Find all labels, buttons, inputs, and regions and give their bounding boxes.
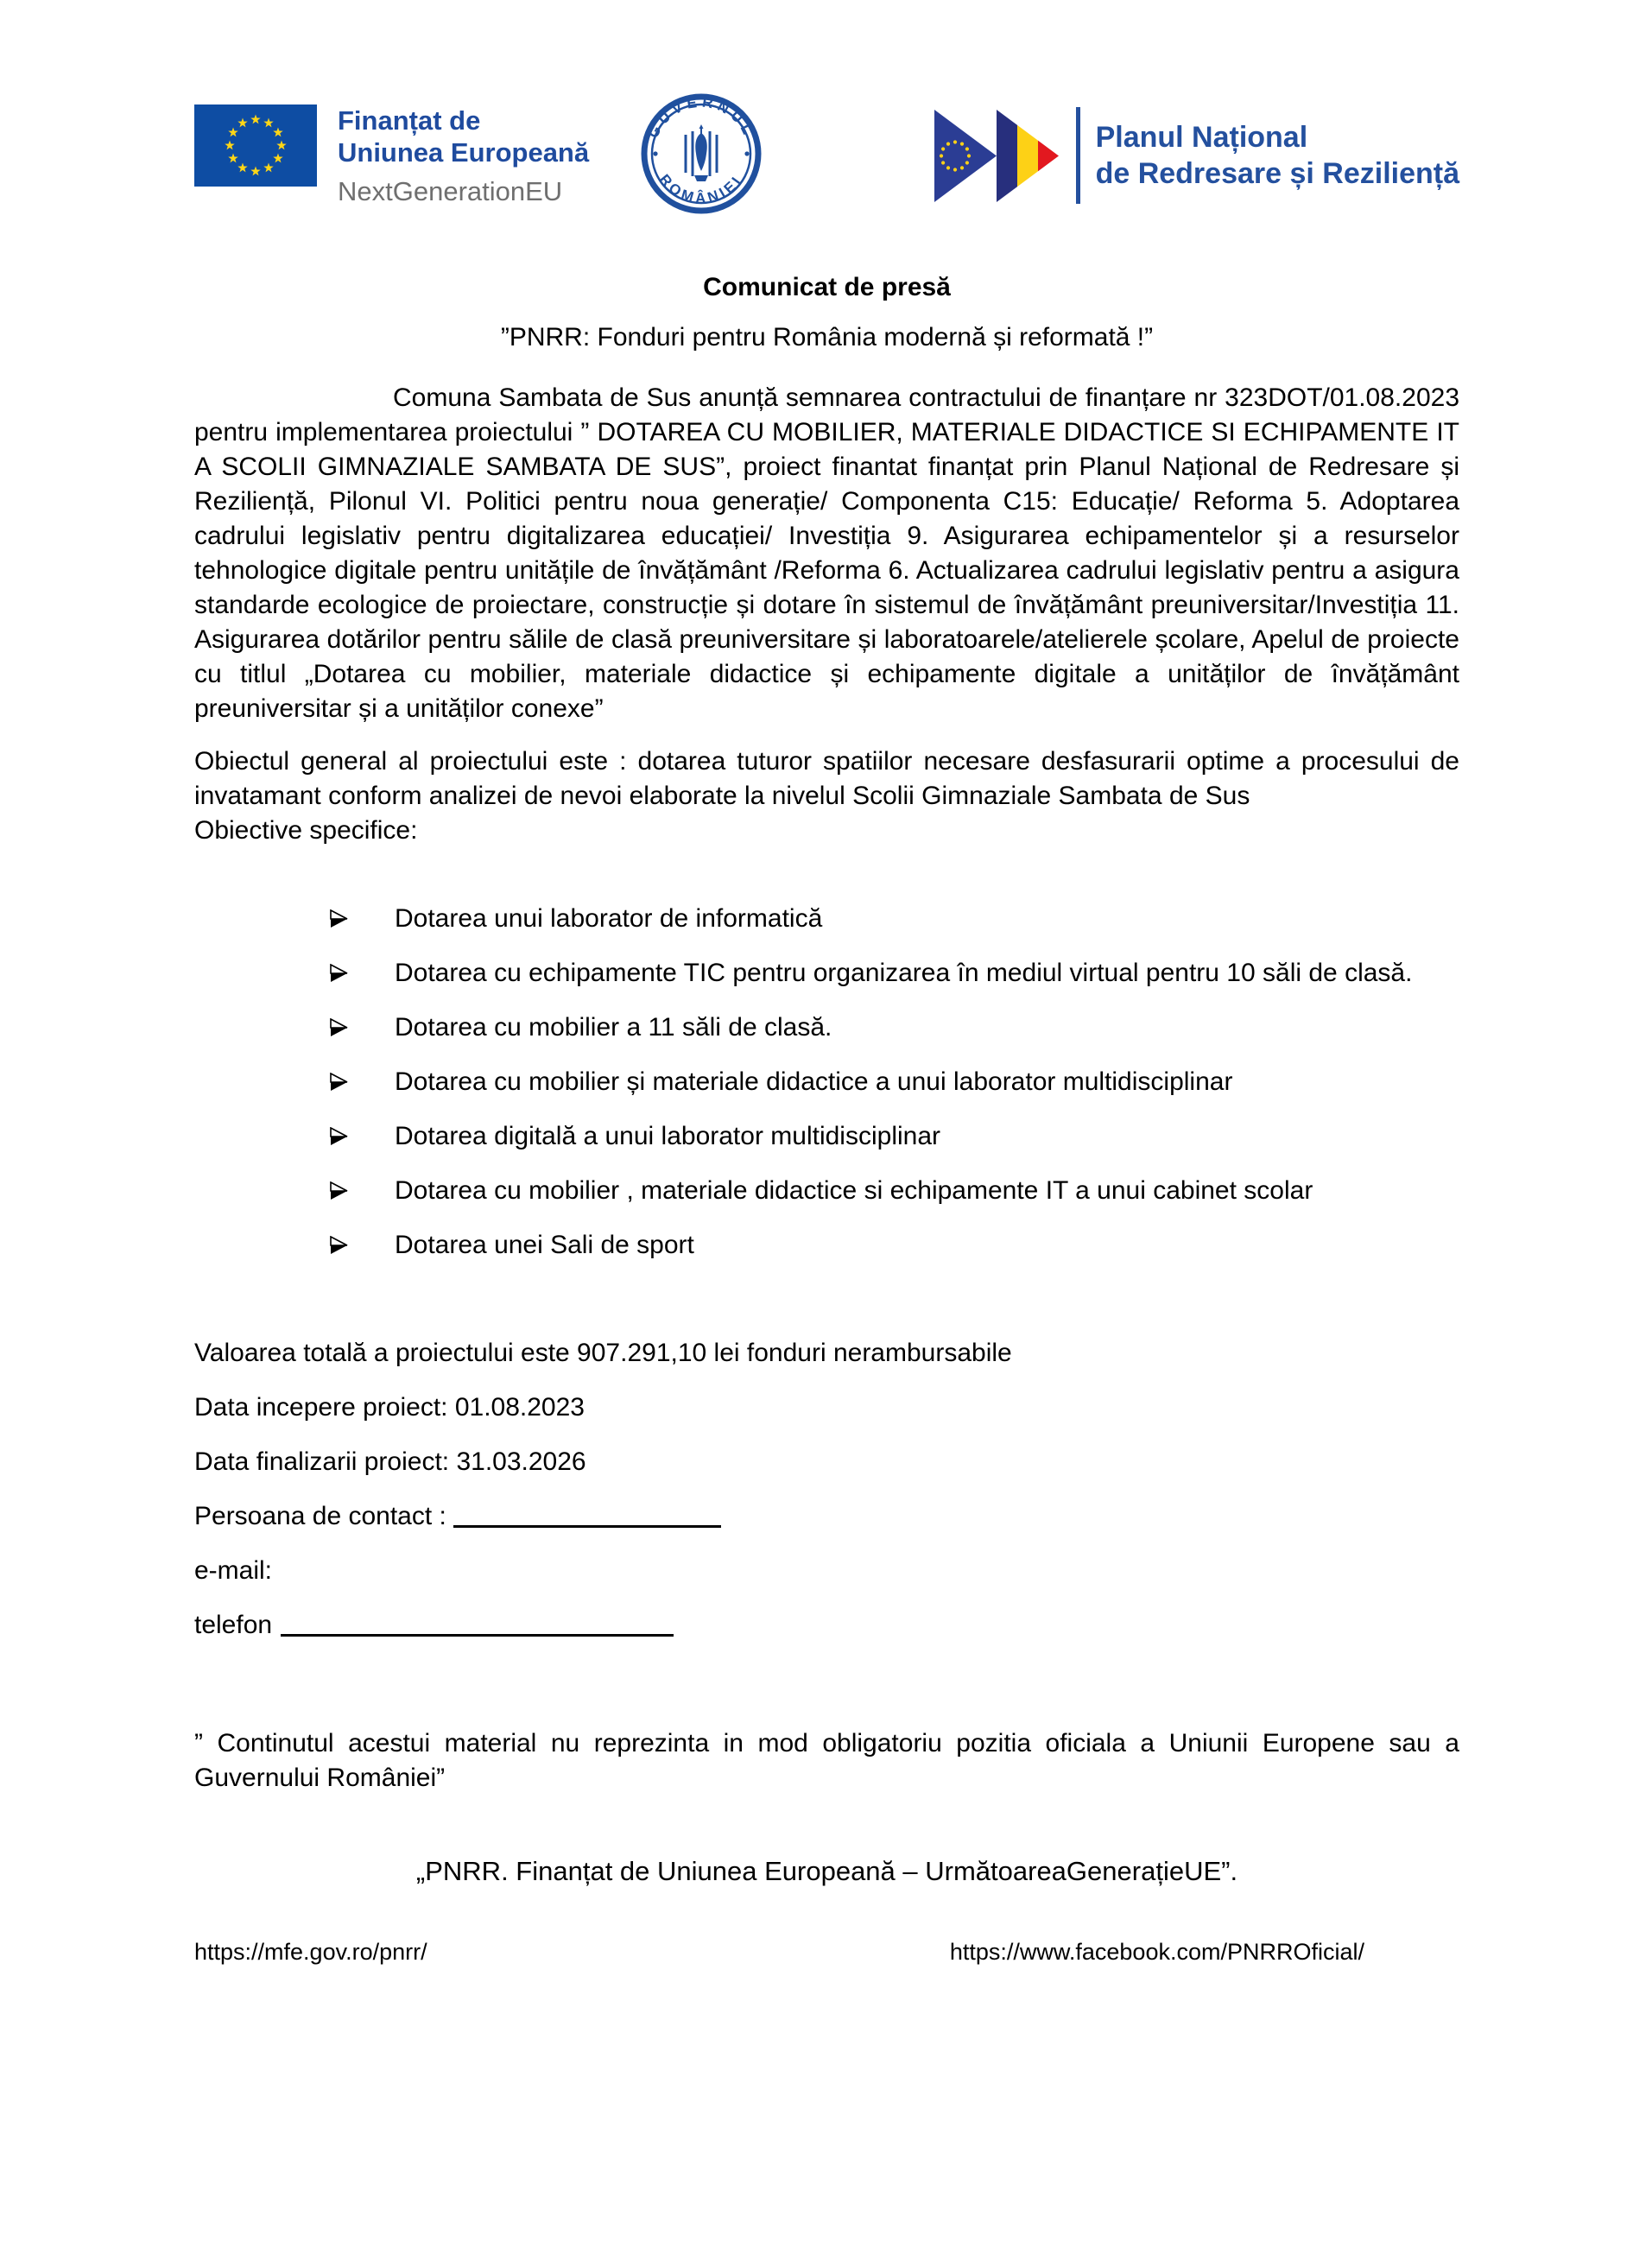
- list-item-label: Dotarea cu echipamente TIC pentru organizarea în mediul virtual pentru 10 săli de clasă.: [395, 959, 1413, 987]
- phone-line: [194, 1608, 1459, 1643]
- list-item-label: Dotarea cu mobilier , materiale didactice si echipamente IT a unui cabinet scolar: [395, 1176, 1313, 1205]
- total-value-line: Valoarea totală a proiectului este 907.291,10 lei fonduri nerambursabile: [194, 1339, 1012, 1367]
- list-item-label: Dotarea cu mobilier și materiale didactice a unui laborator multidisciplinar: [395, 1067, 1233, 1096]
- eu-funded-line1: Finanțat de: [338, 104, 481, 136]
- nextgeneration-eu-label: NextGenerationEU: [338, 175, 563, 206]
- list-item: [330, 1010, 1459, 1045]
- bullet-arrow-icon: [330, 1018, 349, 1037]
- footer-links: [194, 1937, 1459, 1966]
- list-item-label: Dotarea unei Sali de sport: [395, 1231, 694, 1259]
- seal-eagle-emblem: [686, 124, 717, 181]
- eu-funded-text: [338, 104, 589, 207]
- gov-romania-seal: [641, 93, 762, 218]
- bullet-arrow-icon: [330, 964, 349, 983]
- pnrr-logo: [934, 106, 1459, 206]
- pnrr-divider-bar: [1076, 107, 1080, 204]
- press-release-page: [0, 95, 1652, 2242]
- contact-label: Persoana de contact :: [194, 1502, 446, 1530]
- list-item: [330, 1065, 1459, 1099]
- objectives-heading: Obiective specifice:: [194, 816, 418, 845]
- contact-line: [194, 1499, 1459, 1534]
- paragraph-intro: Comuna Sambata de Sus anunță semnarea contractului de finanțare nr 323DOT/01.08.2023 pentru implementarea proiectului ” DOTAREA CU MOBILIER, MATERIALE DIDACTICE SI ECHIPAMENTE IT A SCOLII GIMNAZIALE SAMBATA DE SUS”, proiect finantat finanțat prin Planul Național de Redresare și Reziliență, Pilonul VI. Politici pentru noua generație/ Componenta C15: Educație/ Reforma 5. Adoptarea cadrului legislativ pentru digitalizarea educației/ Investiția 9. Asigurarea echipamentelor și a resurselor tehnologice digitale pentru unitățile de învățământ /Reforma 6. Actualizarea cadrului legislativ pentru a asigura standarde ecologice de proiectare, construcție și dotare în sistemul de învățământ preuniversitar/Investiția 11. Asigurarea dotărilor pentru sălile de clasă preuniversitare și laboratoarele/atelierele școlare, Apelul de proiecte cu titlul „Dotarea cu mobilier, materiale didactice și echipamente digitale a unităților de învățământ preuniversitar și a unităților conexe”: [194, 383, 1459, 723]
- pnrr-logo-line1: Planul Național: [1095, 121, 1308, 154]
- eu-flag-icon: [194, 104, 317, 187]
- pnrr-arrows-icon: [934, 106, 1064, 206]
- list-item-label: Dotarea unui laborator de informatică: [395, 904, 823, 933]
- paragraph-objective: Obiectul general al proiectului este : dotarea tuturor spatiilor necesare desfasurarii optime a procesului de invatamant conform analizei de nevoi elaborate la nivelul Scolii Gimnaziale Sambata de Sus: [194, 747, 1459, 810]
- bullet-arrow-icon: [330, 1073, 349, 1092]
- pnrr-logo-line2: de Redresare și Reziliență: [1095, 157, 1459, 190]
- email-line: [194, 1554, 1459, 1588]
- logo-header: [194, 95, 1459, 216]
- bullet-arrow-icon: [330, 1181, 349, 1200]
- phone-label: telefon: [194, 1611, 273, 1639]
- bullet-arrow-icon: [330, 1127, 349, 1146]
- seal-text-bottom: ROMÂNIEI: [655, 170, 747, 206]
- pnrr-logo-text: [1096, 119, 1459, 192]
- email-label: e-mail:: [194, 1556, 273, 1585]
- list-item-label: Dotarea cu mobilier a 11 săli de clasă.: [395, 1013, 832, 1042]
- disclaimer-text: ” Continutul acestui material nu reprezinta in mod obligatoriu pozitia oficiala a Uniunii Europene sau a Guvernului României”: [194, 1729, 1459, 1792]
- press-release-slogan: ”PNRR: Fonduri pentru România modernă și reformată !”: [500, 323, 1154, 352]
- list-item: [330, 956, 1459, 991]
- mfe-pnrr-link[interactable]: https://mfe.gov.ro/pnrr/: [194, 1939, 427, 1965]
- list-item: [330, 902, 1459, 936]
- bullet-arrow-icon: [330, 909, 349, 928]
- list-item: [330, 1119, 1459, 1154]
- gov-seal-icon: [641, 93, 762, 214]
- objectives-list: [194, 902, 1459, 1263]
- pnrr-footer-quote: „PNRR. Finanțat de Uniunea Europeană – UrmătoareaGenerațieUE”.: [415, 1856, 1238, 1886]
- list-item: [330, 1174, 1459, 1208]
- page-title: Comunicat de presă: [703, 273, 951, 301]
- eu-funded-line2: Uniunea Europeană: [338, 136, 590, 168]
- facebook-pnrr-link[interactable]: https://www.facebook.com/PNRROficial/: [949, 1939, 1364, 1965]
- end-date-line: Data finalizarii proiect: 31.03.2026: [194, 1447, 586, 1476]
- list-item: [330, 1228, 1459, 1263]
- eu-funded-logo: [194, 104, 589, 207]
- list-item-label: Dotarea digitală a unui laborator multidisciplinar: [395, 1122, 941, 1150]
- seal-text-top: GUVERNUL: [644, 93, 758, 141]
- phone-blank-line: [281, 1608, 674, 1637]
- contact-blank-line: [453, 1499, 721, 1528]
- start-date-line: Data incepere proiect: 01.08.2023: [194, 1393, 585, 1422]
- bullet-arrow-icon: [330, 1236, 349, 1255]
